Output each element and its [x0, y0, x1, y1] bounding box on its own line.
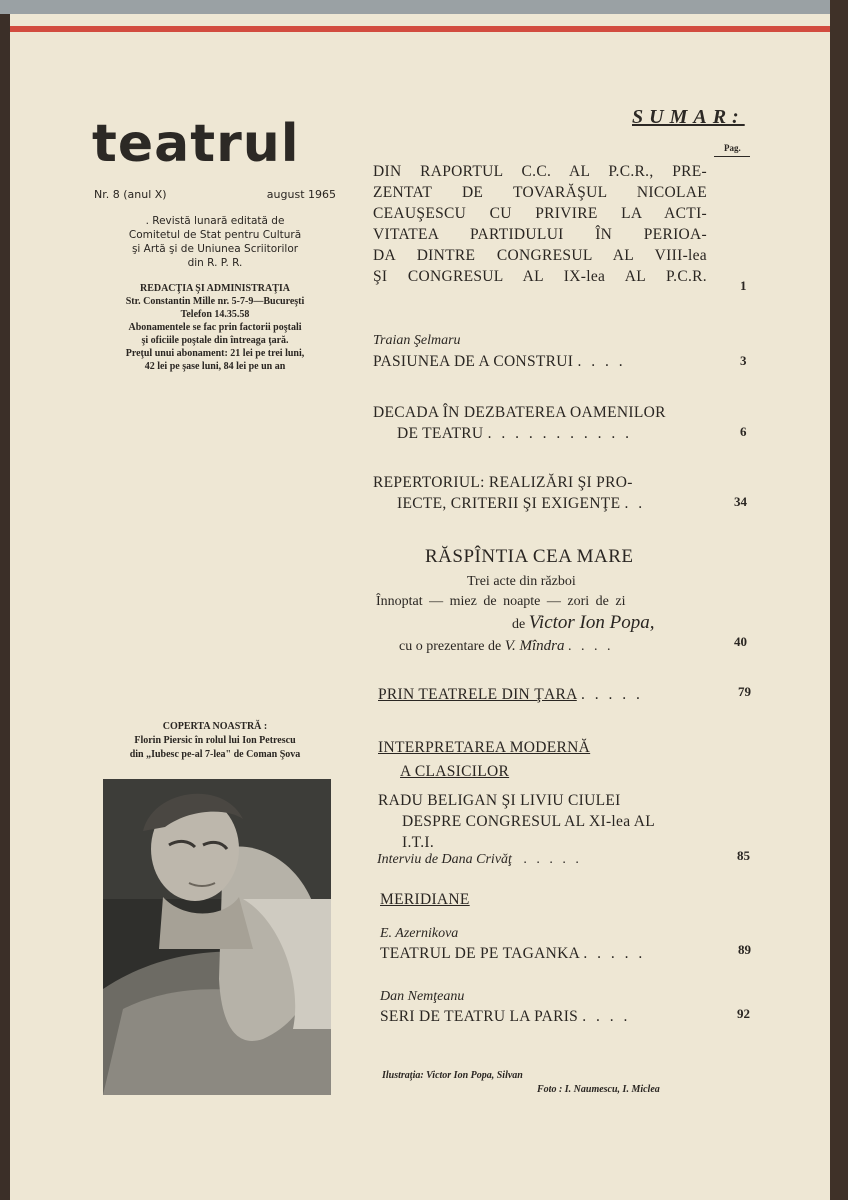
redac-line: Str. Constantin Mille nr. 5-7-9—Bucureşti — [125, 296, 305, 307]
play-author-line — [512, 612, 654, 634]
toc-author: E. Azernikova — [380, 926, 459, 941]
page-number: 6 — [740, 424, 747, 439]
toc-entry-teatre — [378, 684, 643, 705]
toc-heading: SUMAR: — [632, 106, 745, 128]
photo-credit: Foto : I. Naumescu, I. Miclea — [537, 1084, 660, 1095]
toc-title — [380, 1006, 630, 1027]
toc-title-text: SERI DE TEATRU LA PARIS — [380, 1008, 579, 1025]
play-author: Victor Ion Popa, — [528, 612, 655, 633]
presentation-line — [399, 638, 613, 655]
editorial-address — [90, 282, 340, 373]
cover-title: COPERTA NOASTRĂ : — [162, 721, 268, 732]
toc-title — [373, 351, 626, 372]
cover-photo — [103, 779, 331, 1095]
toc-entry-raport — [373, 161, 707, 287]
toc-line: DESPRE CONGRESUL AL XI-lea AL — [402, 813, 655, 830]
leader-dots: . . . . . — [583, 945, 646, 962]
section-line: A CLASICILOR — [400, 763, 510, 780]
page-number: 40 — [734, 634, 747, 649]
redac-line: şi oficiile poştale din întreaga ţară. — [141, 335, 289, 346]
interview-credit — [377, 852, 582, 868]
page-number: 92 — [737, 1006, 750, 1021]
info-line: Comitetul de Stat pentru Cultură — [128, 229, 302, 241]
toc-line-text: DE TEATRU — [397, 425, 484, 442]
toc-line: DA DINTRE CONGRESUL AL VIII-lea — [373, 247, 707, 264]
leader-dots: . . . . — [577, 353, 626, 370]
cover-line: Florin Piersic în rolul lui Ion Petrescu — [134, 735, 296, 746]
toc-line: RADU BELIGAN ŞI LIVIU CIULEI — [378, 792, 621, 809]
toc-line: REPERTORIUL: REALIZĂRI ŞI PRO- — [373, 474, 633, 491]
actor-portrait-image — [103, 779, 331, 1095]
leader-dots: . . . . . — [523, 852, 582, 867]
toc-line — [373, 493, 645, 514]
toc-author: Traian Şelmaru — [373, 333, 461, 348]
cover-caption — [102, 720, 328, 762]
redac-line: 42 lei pe şase luni, 84 lei pe un an — [144, 361, 286, 372]
page-number: 1 — [740, 278, 747, 293]
toc-entry-decada — [373, 402, 666, 444]
publisher-info — [92, 214, 338, 270]
toc-entry-interviu — [378, 790, 708, 853]
toc-title — [380, 943, 645, 964]
pres-prefix: cu o prezentare de — [399, 639, 502, 654]
page-number: 34 — [734, 494, 747, 509]
info-line: şi Artă şi de Uniunea Scriitorilor — [131, 243, 299, 255]
toc-line: I.T.I. — [402, 834, 435, 851]
toc-line: VITATEA PARTIDULUI ÎN PERIOA- — [373, 226, 707, 243]
leader-dots: . . — [624, 495, 646, 512]
toc-line: CEAUŞESCU CU PRIVIRE LA ACTI- — [373, 205, 707, 222]
page-number: 85 — [737, 848, 750, 863]
page-column-label: Pag. — [724, 143, 741, 153]
by-prefix: de — [512, 617, 526, 632]
toc-title-text: PRIN TEATRELE DIN ŢARA — [378, 686, 577, 703]
play-title: RĂSPÎNTIA CEA MARE — [425, 546, 634, 567]
toc-entry-repertoriul — [373, 472, 645, 514]
issue-line — [94, 188, 336, 201]
redac-line: Abonamentele se fac prin factorii poştali — [128, 322, 302, 333]
issue-date: august 1965 — [266, 188, 336, 201]
page-number: 89 — [738, 942, 751, 957]
info-line: din R. P. R. — [187, 257, 243, 269]
toc-line: DECADA ÎN DEZBATEREA OAMENILOR — [373, 404, 666, 421]
toc-line: DIN RAPORTUL C.C. AL P.C.R., PRE- — [373, 163, 707, 180]
toc-line: ZENTAT DE TOVARĂŞUL NICOLAE — [373, 184, 707, 201]
toc-line — [373, 423, 666, 444]
cover-line: din „Iubesc pe-al 7-lea" de Coman Şova — [129, 749, 301, 760]
page-label-rule — [714, 156, 750, 157]
meridiane-heading: MERIDIANE — [380, 891, 470, 908]
toc-title-text: TEATRUL DE PE TAGANKA — [380, 945, 580, 962]
section-heading — [378, 737, 590, 782]
page-number: 79 — [738, 684, 751, 699]
magazine-logo: teatrul — [92, 114, 300, 174]
issue-number: Nr. 8 (anul X) — [94, 188, 167, 201]
binding-edge — [830, 0, 848, 1200]
illustration-credit: Ilustraţia: Victor Ion Popa, Silvan — [382, 1070, 523, 1081]
toc-line: ŞI CONGRESUL AL IX-lea AL P.C.R. — [373, 268, 707, 285]
play-subtitle: Trei acte din război — [467, 574, 576, 589]
section-line: INTERPRETAREA MODERNĂ — [378, 739, 591, 756]
presenter: V. Mîndra — [504, 638, 565, 654]
leader-dots: . . . . — [582, 1008, 631, 1025]
page-number: 3 — [740, 353, 747, 368]
redac-line: Preţul unui abonament: 21 lei pe trei luni, — [125, 348, 305, 359]
play-acts: Înnoptat — miez de noapte — zori de zi — [376, 594, 626, 609]
redac-line: REDACŢIA ŞI ADMINISTRAŢIA — [139, 283, 291, 294]
toc-author: Dan Nemţeanu — [380, 989, 465, 1004]
info-line: . Revistă lunară editată de — [145, 215, 285, 227]
redac-line: Telefon 14.35.58 — [180, 309, 250, 320]
toc-line-text: IECTE, CRITERII ŞI EXIGENŢE — [397, 495, 621, 512]
toc-title-text: PASIUNEA DE A CONSTRUI — [373, 353, 574, 370]
leader-dots: . . . . . — [580, 686, 643, 703]
scan-top-strip — [0, 0, 848, 14]
interview-text: Interviu de Dana Crivăţ — [377, 852, 512, 867]
leader-dots: . . . . — [567, 639, 614, 654]
leader-dots: . . . . . . . . . . . — [487, 425, 632, 442]
